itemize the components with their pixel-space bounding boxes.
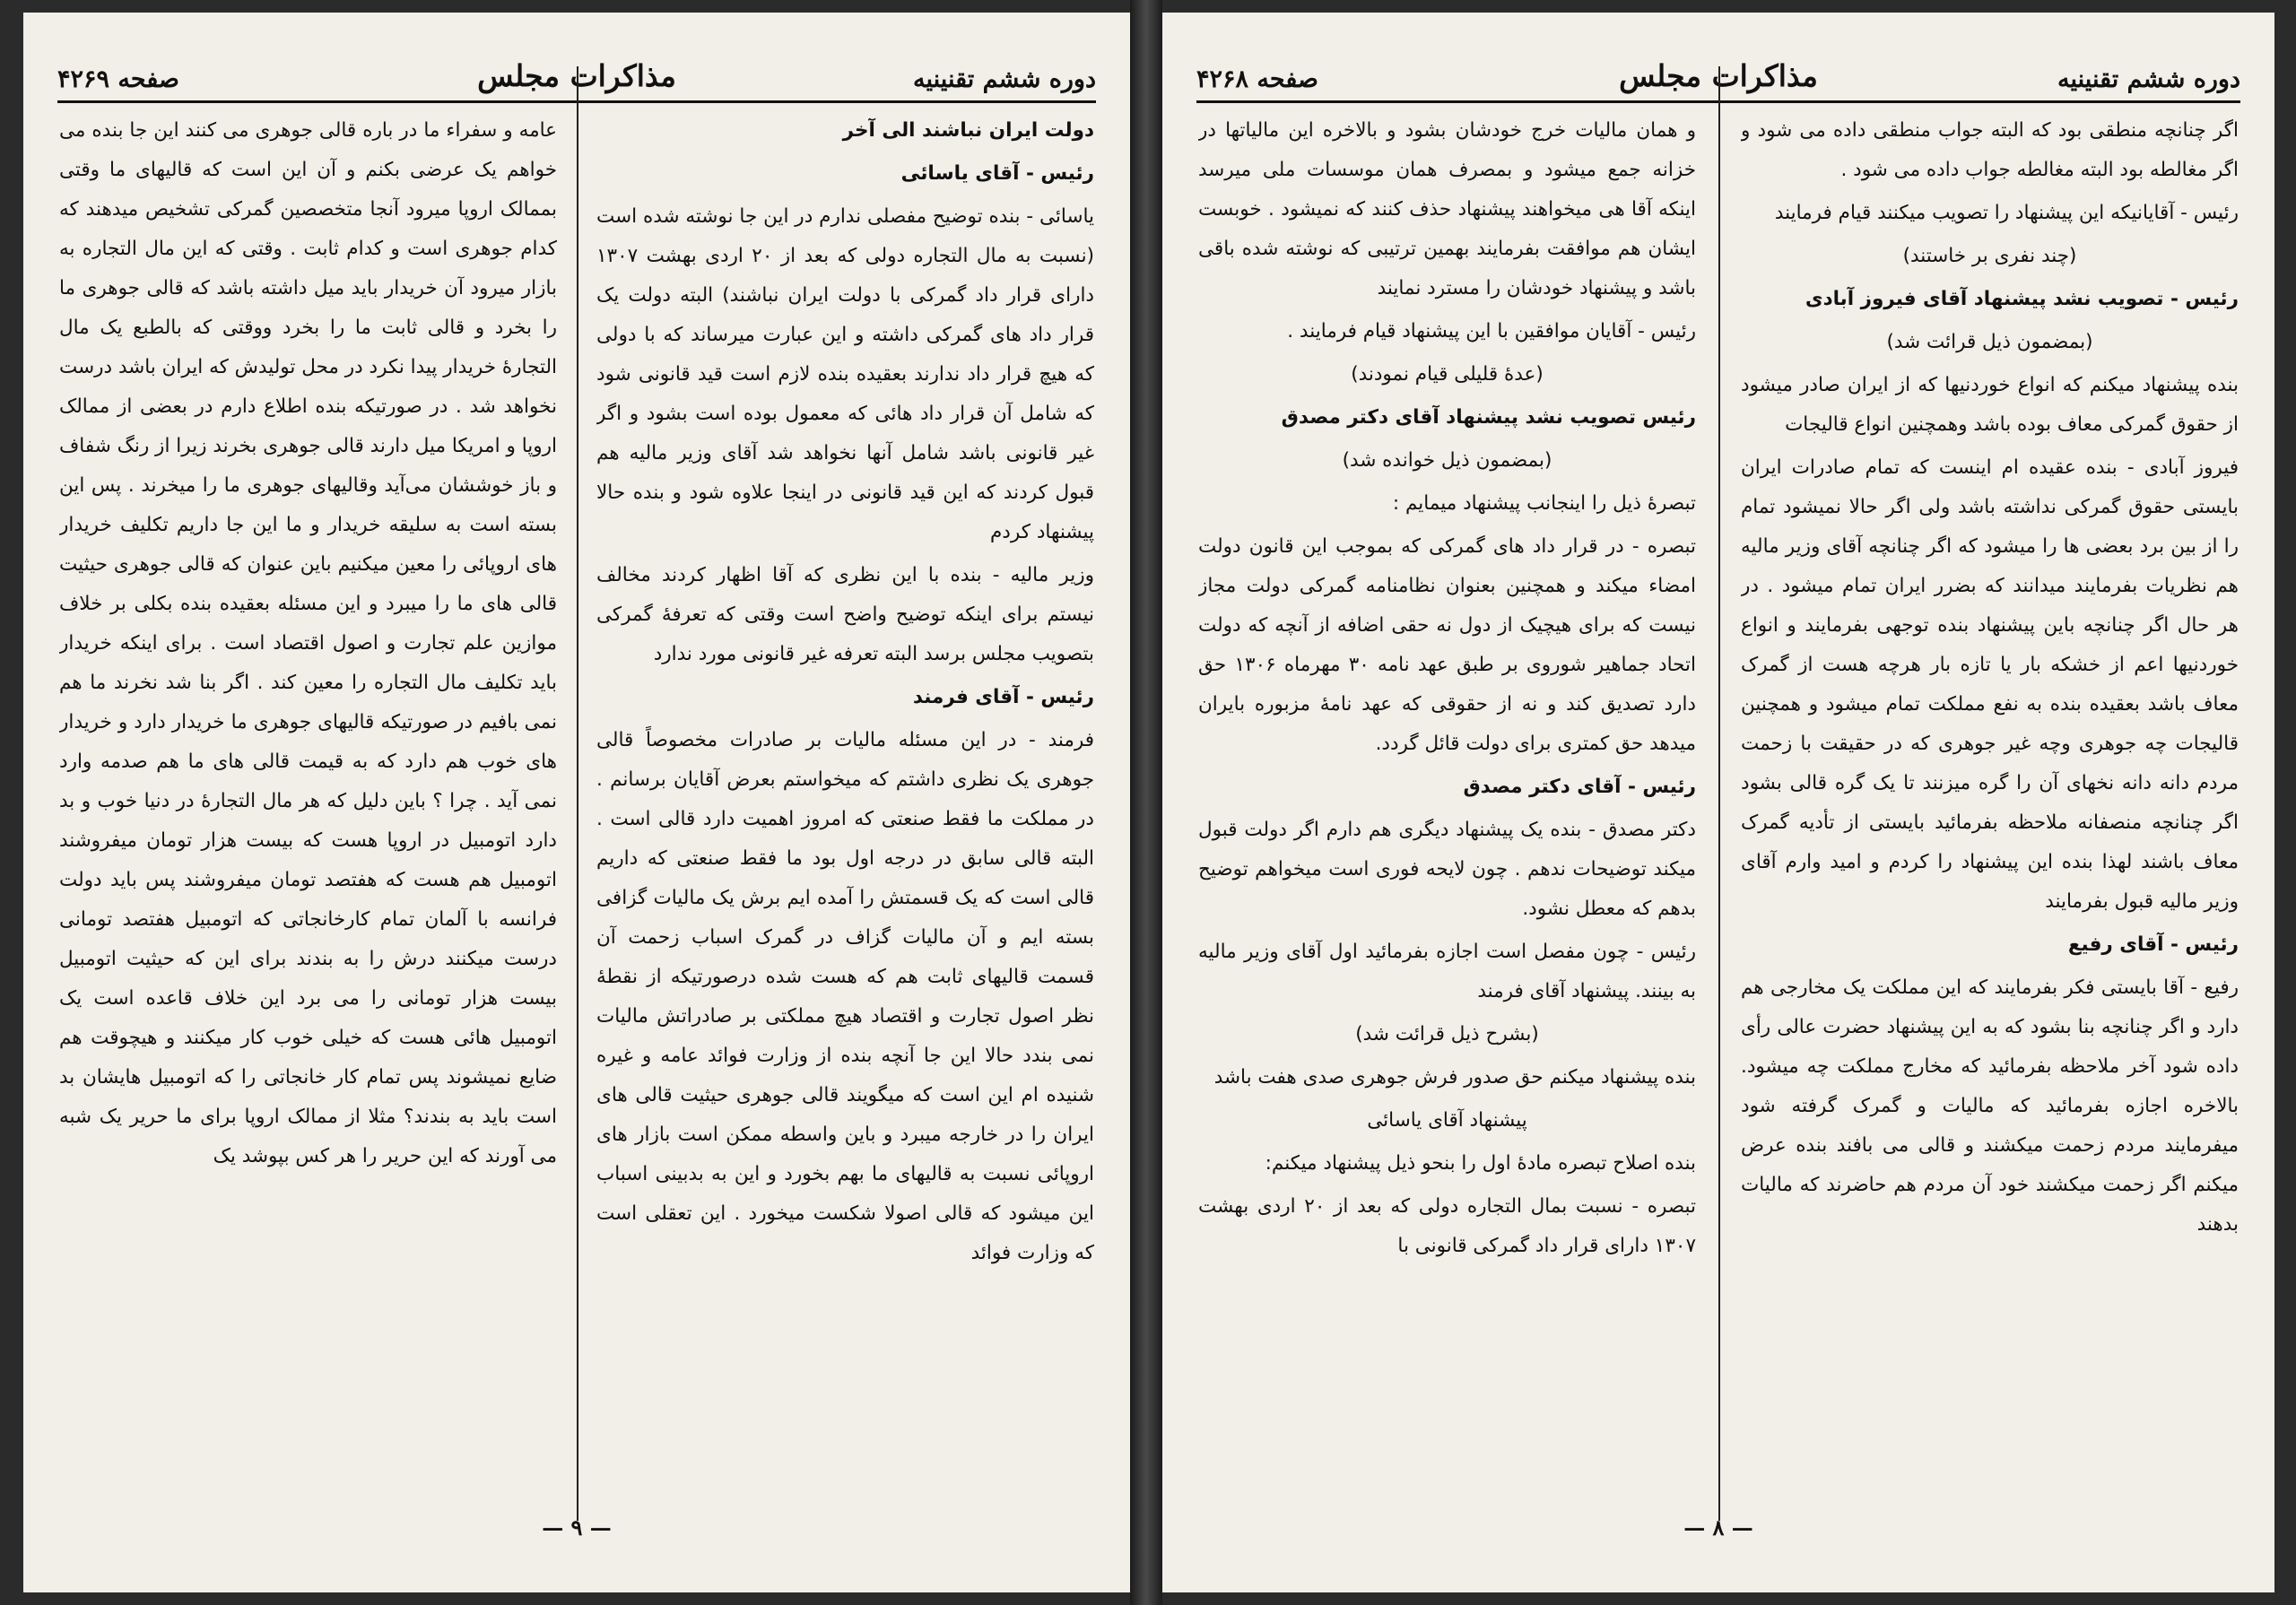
book-gutter [1130,0,1162,1605]
right-column-divider [1718,66,1720,1521]
paragraph: رئیس - تصویب نشد پیشنهاد آقای فیروز آبادی [1805,288,2239,310]
paragraph: (بشرح ذیل قرائت شد) [1355,1023,1539,1045]
paragraph: فیروز آبادی - بنده عقیده ام اینست که تمام صادرات ایران بایستی حقوق گمرکی نداشته باشد ولی اگر حالا نمیشود تمام را از بین برد بعضی ها را میشود که اگر چنانچه آقای وزیر مالیه هم نظریات بفرمایند میدانند که بضرر ایران تمام میشود . در هر حال اگر چنانچه باین پیشنهاد بنده توجهی بفرمایند و انواع خوردنیها اعم از خشکه بار یا تازه بار هرچه هست از گمرک معاف باشد بعقیده بنده به نفع مملکت تمام میشود و همچنین قالیجات چه جوهری وچه غیر جوهری که در حقیقت با زحمت مردم دانه دانه نخهای آن را گره میزنند تا یک گره قالی بشود اگر چنانچه منصفانه ملاحظه بفرمائید بایستی از تأدیه گمرک معاف باشند لهذا بنده این پیشنهاد را کردم و امید وارم آقای وزیر مالیه قبول بفرمایند [1741,456,2239,913]
paragraph: و همان مالیات خرج خودشان بشود و بالاخره این مالیاتها در خزانه جمع میشود و بمصرف همان موسسات ملی میرسد اینکه آقا هی میخواهند پیشنهاد حذف کنند که نمیشود . خوبست ایشان هم موافقت بفرمایند بهمین ترتیبی که نوشته شده باقی باشد و پیشنهاد خودشان را مسترد نمایند [1198,119,1696,299]
right-page-column-left [1198,111,1696,1492]
paragraph: وزیر مالیه - بنده با این نظری که آقا اظهار کردند مخالف نیستم برای اینکه توضیح واضح است وقتی که تعرفهٔ گمرکی بتصویب مجلس برسد البته تعرفه غیر قانونی مورد ندارد [596,564,1094,665]
left-page-title: مذاکرات مجلس [477,58,676,93]
paragraph: فرمند - در این مسئله مالیات بر صادرات مخصوصاً قالی جوهری یک نظری داشتم که میخواستم بعرض آقایان برسانم . در مملکت ما فقط صنعتی که امروز اهمیت دارد قالی است . البته قالی سابق در درجه اول بود ما فقط صنعتی که داریم قالی است که یک قسمتش را آمده ایم برش یک مالیات گزافی بسته ایم و آن مالیات گزاف در گمرک اسباب زحمت آن قسمت قالیهای ثابت هم که هست شده درصورتیکه از نقطهٔ نظر اصول تجارت و اقتصاد هیچ مملکتی بر صادراتش مالیات نمی بندد حالا این جا آنچه بنده از وزارت فوائد عامه و غیره شنیده ام این است که میگویند قالی جوهری حیثیت قالی های ایران را در خارجه میبرد و باین واسطه ممکن است بازار های اروپائی نسبت به قالیهای ما بهم بخورد و این به بدبینی اسباب این میشود که قالی اصولا شکست میخورد . این تعقلی است که وزارت فوائد [596,729,1094,1264]
paragraph: بنده اصلاح تبصره مادهٔ اول را بنحو ذیل پیشنهاد میکنم: [1265,1152,1696,1175]
paragraph: تبصرهٔ ذیل را اینجانب پیشنهاد میمایم : [1392,492,1696,515]
paragraph: (چند نفری بر خاستند) [1902,245,2077,267]
paragraph: رئیس تصویب نشد پیشنهاد آقای دکتر مصدق [1281,406,1696,429]
paragraph: (عدهٔ قلیلی قیام نمودند) [1351,363,1544,386]
left-column-divider [577,66,578,1521]
right-page-column-right [1741,111,2239,1492]
paragraph: دولت ایران نباشند الی آخر [842,119,1094,142]
right-page [1162,13,2274,1592]
paragraph: اگر چنانچه منطقی بود که البته جواب منطقی داده می شود و اگر مغالطه بود البته مغالطه جواب داده می شود . [1741,119,2239,181]
paragraph: عامه و سفراء ما در باره قالی جوهری می کنند این جا بنده می خواهم یک عرضی بکنم و آن این است که قالیهای ما وقتی بممالک اروپا میرود آنجا متخصصین گمرکی تشخیص میدهند که کدام جوهری است و کدام ثابت . وقتی که این مال التجاره به بازار میرود آن خریدار باید میل داشته باشد که قالی جوهری ما را بخرد و قالی ثابت ما را بخرد ووقتی که بالطبع یک مال التجارهٔ خریدار پیدا نکرد در محل تولیدش که ایران باشد درست نخواهد شد . در صورتیکه بنده اطلاع دارم در بعضی از ممالک اروپا و امریکا میل دارند قالی جوهری بخرند زیرا از رنگ شفاف و باز خوششان می‌آید وقالیهای جوهری ما را میخرند . پس این بسته است به سلیقه خریدار و ما این جا داریم تکلیف خریدار های اروپائی را معین میکنیم باین عنوان که قالی جوهری حیثیت قالی های ما را میبرد و این مسئله بعقیده بنده بکلی بر خلاف موازین علم تجارت و اصول اقتصاد است . برای اینکه خریدار باید تکلیف مال التجاره را معین کند . اگر بنا شد نخرند ما هم نمی بافیم در صورتیکه قالیهای جوهری ما خریدار دارد و خریدار های خوب هم دارد که به قیمت قالی های ما هم صدمه وارد نمی آید . چرا ؟ باین دلیل که هر مال التجارهٔ در دنیا خوب و بد دارد اتومبیل در اروپا هست که بیست هزار تومان میفروشند اتومبیل هم هست که هفتصد تومان میفروشند پس باید دولت فرانسه با آلمان تمام کارخانجاتی که اتومبیل هفتصد تومانی درست میکنند درش را به بندند برای این که حیثیت اتومبیل بیست هزار تومانی را می برد این خلاف قاعده است یک اتومبیل هائی هست که خیلی خوب کار میکنند و هیچوقت هم ضایع نمیشوند پس تمام کار خانجاتی را که اتومبیل هایشان بد است باید به بندند؟ مثلا از ممالک اروپا برای ما حریر یک شبه می آورند که این حریر را هر کس بپوشد یک [59,119,557,1167]
paragraph: دکتر مصدق - بنده یک پیشنهاد دیگری هم دارم اگر دولت قبول میکند توضیحات ندهم . چون لایحه فوری است میخواهم توضیح بدهم که معطل نشود. [1198,819,1696,920]
left-page [23,13,1130,1592]
paragraph: بنده پیشنهاد میکنم حق صدور فرش جوهری صدی هفت باشد [1213,1066,1696,1089]
left-page-number: صفحه ۴۲۶۹ [57,65,179,93]
paragraph: رئیس - آقای فرمند [912,686,1094,708]
left-page-column-left [59,111,557,1492]
paragraph: یاسائی - بنده توضیح مفصلی ندارم در این جا نوشته شده است (نسبت به مال التجاره دولی که بعد از ۲۰ اردی بهشت ۱۳۰۷ دارای قرار داد گمرکی با دولت ایران نباشند) البته دولت یک قرار داد های گمرکی داشته و این عبارت میرساند که با دولی که هیچ قرار داد ندارند بعقیده بنده لازم است قید قانونی شود که شامل آن قرار داد هائی که معمول بوده است بشود و اگر غیر قانونی باشد شامل آنها نخواهد شد آقای وزیر مالیه هم قبول کردند که این قید قانونی در اینجا علاوه شود و بنده حالا پیشنهاد کردم [596,205,1094,543]
paragraph: رئیس - آقایانیکه این پیشنهاد را تصویب میکنند قیام فرمایند [1774,202,2239,224]
paragraph: رئیس - چون مفصل است اجازه بفرمائید اول آقای وزیر مالیه به بینند. پیشنهاد آقای فرمند [1198,941,1696,1002]
paragraph: رئیس - آقایان موافقین با این پیشنهاد قیام فرمایند . [1287,320,1696,343]
paragraph: بنده پیشنهاد میکنم که انواع خوردنیها که از ایران صادر میشود از حقوق گمرکی معاف بوده باشد وهمچنین انواع قالیجات [1741,374,2239,436]
paragraph: تبصره - نسبت بمال التجاره دولی که بعد از ۲۰ اردی بهشت ۱۳۰۷ دارای قرار داد گمرکی قانونی با [1198,1195,1696,1257]
left-page-session: دوره ششم تقنینیه [913,65,1096,93]
left-page-column-right [596,111,1094,1492]
paragraph: تبصره - در قرار داد های گمرکی که بموجب این قانون دولت امضاء میکند و همچنین بعنوان نظامنامه گمرکی دولت مجاز نیست که برای هیچیک از دول نه حقی اضافه از آنچه که دولت اتحاد جماهیر شوروی بر طبق عهد نامه ۳۰ مهرماه ۱۳۰۶ حق دارد تصدیق کند و نه از حقوقی که عهد نامهٔ مزبوره بایران میدهد حق کمتری برای دولت قائل گردد. [1198,535,1696,755]
right-page-title: مذاکرات مجلس [1619,58,1818,93]
paragraph: رئیس - آقای دکتر مصدق [1463,776,1696,798]
right-page-session: دوره ششم تقنینیه [2057,65,2240,93]
paragraph: رئیس - آقای رفیع [2067,933,2239,956]
paragraph: (بمضمون ذیل خوانده شد) [1342,449,1552,472]
paragraph: رئیس - آقای یاسائی [900,162,1094,185]
right-page-footer: — ۸ — [1683,1514,1753,1540]
left-page-footer: — ۹ — [542,1514,612,1540]
paragraph: پیشنهاد آقای یاسائی [1367,1109,1527,1132]
paragraph: (بمضمون ذیل قرائت شد) [1886,331,2093,353]
paragraph: رفیع - آقا بایستی فکر بفرمایند که این مملکت یک مخارجی هم دارد و اگر چنانچه بنا بشود که به این پیشنهاد حضرت عالی رأی داده شود آخر ملاحظه بفرمائید که مخارج مملکت چه میشود. بالاخره اجازه بفرمائید که مالیات و گمرک گرفته شود میفرمایند مردم زحمت میکشند و قالی می بافند بنده عرض میکنم اگر زحمت میکشند خود آن مردم هم حاضرند که مالیات بدهند [1741,976,2239,1236]
right-page-number: صفحه ۴۲۶۸ [1196,65,1318,93]
